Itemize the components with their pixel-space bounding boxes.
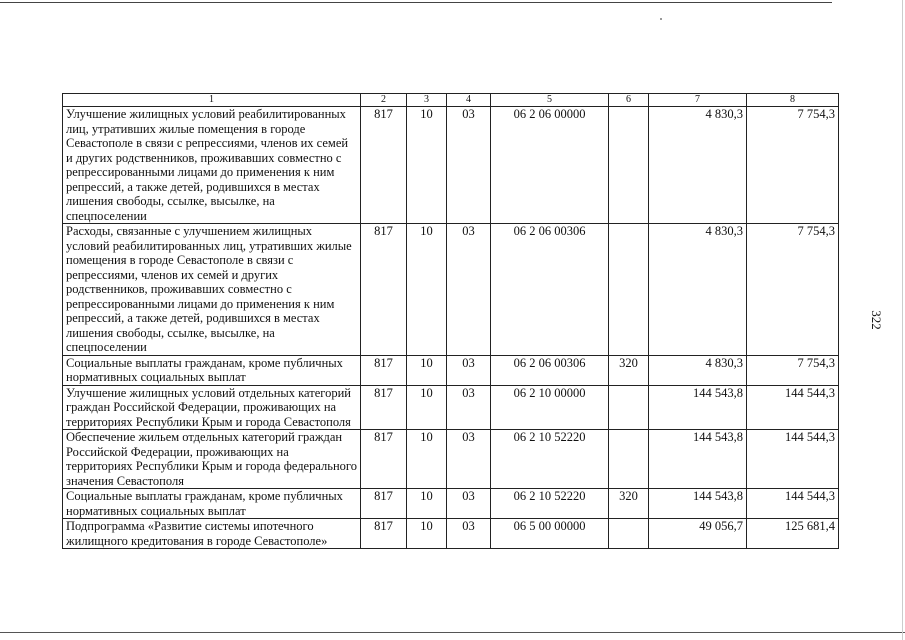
row-amount-1: 144 543,8 [649,430,747,489]
row-amount-2: 144 544,3 [747,489,839,519]
row-amount-1: 144 543,8 [649,385,747,430]
page-bottom-border [0,632,905,633]
scan-speck [660,18,662,20]
row-name: Расходы, связанные с улучшением жилищных условий реабилитированных лиц, утративших жилые помещения в городе Севастополе в связи с репрессиями, членов их семей и других родственников, проживавших совместно с репрессированными лицами до применения к ним репрессий, а также детей, родившихся в местах лишения свободы, ссылке, высылке, на спецпоселении [63,224,361,356]
row-target: 06 2 06 00306 [491,355,609,385]
column-header-2: 2 [361,94,407,107]
column-header-6: 6 [609,94,649,107]
table-row [63,385,839,430]
page-top-border [0,2,832,3]
budget-table [62,93,839,549]
row-target: 06 2 10 52220 [491,489,609,519]
row-section: 10 [407,107,447,224]
row-subsection: 03 [447,385,491,430]
column-header-4: 4 [447,94,491,107]
table-row [63,355,839,385]
row-amount-2: 7 754,3 [747,107,839,224]
row-subsection: 03 [447,355,491,385]
row-target: 06 5 00 00000 [491,519,609,549]
row-amount-1: 49 056,7 [649,519,747,549]
row-target: 06 2 06 00306 [491,224,609,356]
row-name: Социальные выплаты гражданам, кроме публичных нормативных социальных выплат [63,355,361,385]
column-header-7: 7 [649,94,747,107]
row-name: Обеспечение жильем отдельных категорий граждан Российской Федерации, проживающих на территориях Республики Крым и города федерального значения Севастополя [63,430,361,489]
row-subsection: 03 [447,430,491,489]
row-ministry: 817 [361,430,407,489]
column-header-8: 8 [747,94,839,107]
row-name: Социальные выплаты гражданам, кроме публичных нормативных социальных выплат [63,489,361,519]
row-expense-type [609,107,649,224]
row-ministry: 817 [361,385,407,430]
table-row [63,107,839,224]
row-expense-type [609,224,649,356]
row-ministry: 817 [361,107,407,224]
page-right-border [902,0,903,640]
column-header-1: 1 [63,94,361,107]
column-header-5: 5 [491,94,609,107]
column-header-3: 3 [407,94,447,107]
row-amount-2: 125 681,4 [747,519,839,549]
row-target: 06 2 10 52220 [491,430,609,489]
page-number: 322 [868,310,884,330]
row-amount-2: 144 544,3 [747,430,839,489]
row-amount-1: 4 830,3 [649,355,747,385]
row-name: Улучшение жилищных условий реабилитированных лиц, утративших жилые помещения в городе Севастополе в связи с репрессиями, членов их семей и других родственников, проживавших совместно с репрессированными лицами до применения к ним репрессий, а также детей, родившихся в местах лишения свободы, ссылке, высылке, на спецпоселении [63,107,361,224]
row-expense-type: 320 [609,355,649,385]
row-subsection: 03 [447,519,491,549]
row-ministry: 817 [361,224,407,356]
row-target: 06 2 10 00000 [491,385,609,430]
row-amount-1: 4 830,3 [649,107,747,224]
table-row [63,224,839,356]
row-section: 10 [407,519,447,549]
row-expense-type: 320 [609,489,649,519]
row-ministry: 817 [361,519,407,549]
row-subsection: 03 [447,489,491,519]
row-amount-1: 4 830,3 [649,224,747,356]
row-name: Улучшение жилищных условий отдельных категорий граждан Российской Федерации, проживающих на территориях Республики Крым и города Севастополя [63,385,361,430]
row-subsection: 03 [447,107,491,224]
table-row [63,519,839,549]
row-section: 10 [407,430,447,489]
row-amount-2: 7 754,3 [747,224,839,356]
row-section: 10 [407,224,447,356]
row-expense-type [609,430,649,489]
row-name: Подпрограмма «Развитие системы ипотечного жилищного кредитования в городе Севастополе» [63,519,361,549]
row-expense-type [609,519,649,549]
row-ministry: 817 [361,355,407,385]
row-amount-2: 7 754,3 [747,355,839,385]
table-header-row [63,94,839,107]
row-section: 10 [407,489,447,519]
row-section: 10 [407,385,447,430]
row-amount-1: 144 543,8 [649,489,747,519]
table-row [63,430,839,489]
row-expense-type [609,385,649,430]
table-row [63,489,839,519]
row-amount-2: 144 544,3 [747,385,839,430]
row-subsection: 03 [447,224,491,356]
row-section: 10 [407,355,447,385]
row-ministry: 817 [361,489,407,519]
row-target: 06 2 06 00000 [491,107,609,224]
